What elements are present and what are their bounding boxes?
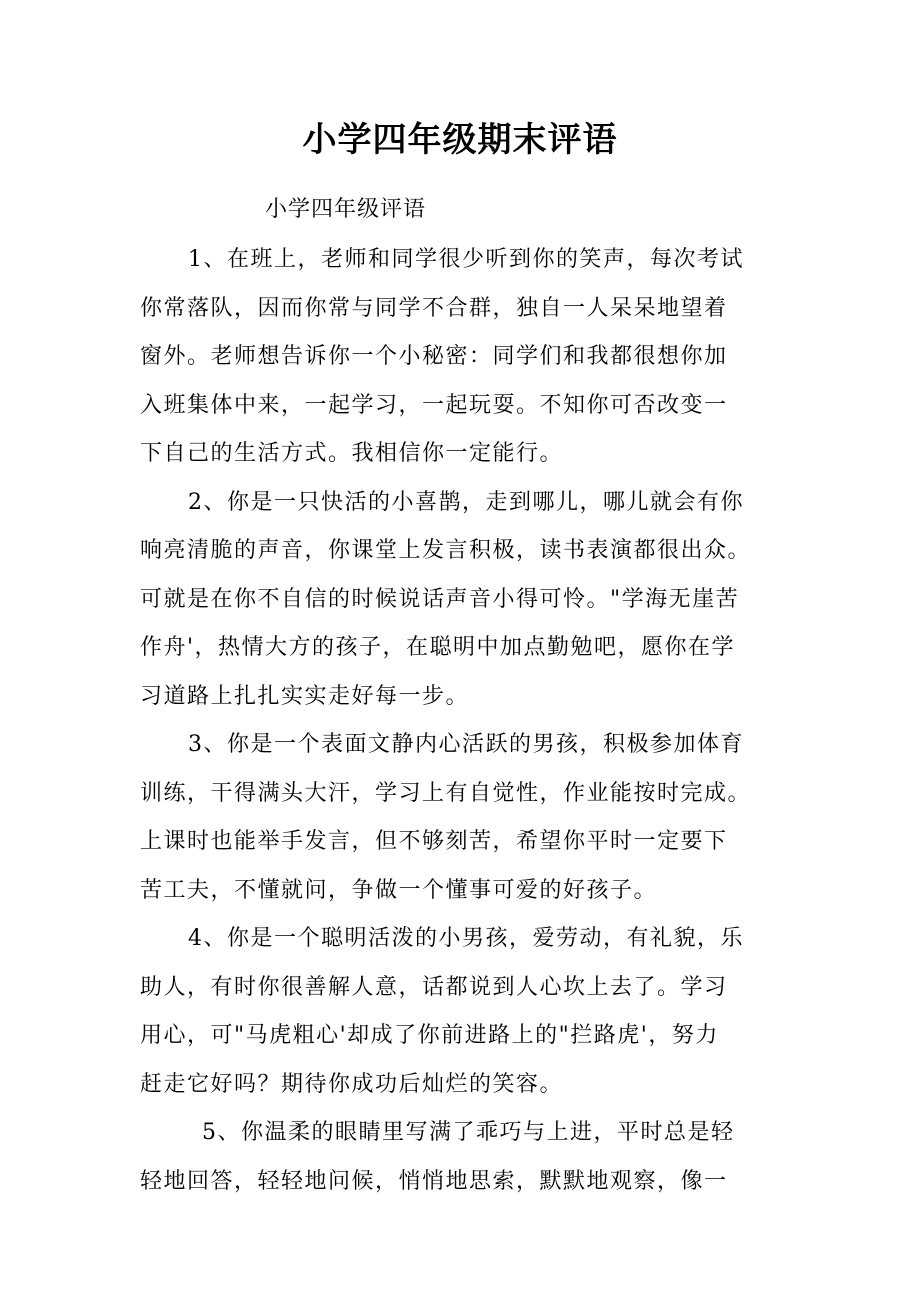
comment-list [140, 236, 780, 1206]
comment-5-line: 5、你温柔的眼睛里写满了乖巧与上进，平时总是轻 [202, 1120, 735, 1145]
comment-4-line: 赶走它好吗？期待你成功后灿烂的笑容。 [140, 1071, 564, 1097]
comment-1-line: 1、在班上，老师和同学很少听到你的笑声，每次考试 [188, 247, 744, 272]
comment-3-line: 3、你是一个表面文静内心活跃的男孩，积极参加体育 [188, 732, 744, 757]
comment-3-line: 苦工夫，不懂就问，争做一个懂事可爱的好孩子。 [140, 877, 658, 903]
comment-3-line: 训练，干得满头大汗，学习上有自觉性，作业能按时完成。 [140, 780, 752, 806]
comment-3-line: 上课时也能举手发言，但不够刻苦，希望你平时一定要下 [140, 829, 728, 854]
comment-1-line: 窗外。老师想告诉你一个小秘密：同学们和我都很想你加 [140, 344, 728, 369]
subtitle: 小学四年级评语 [265, 197, 427, 222]
comment-1-line: 下自己的生活方式。我相信你一定能行。 [140, 441, 564, 466]
comment-1-line: 入班集体中来，一起学习，一起玩耍。不知你可否改变一 [140, 392, 728, 418]
comment-5-line: 轻地回答，轻轻地问候，悄悄地思索，默默地观察，像一 [140, 1168, 728, 1194]
comment-2-line: 可就是在你不自信的时候说话声音小得可怜。"学海无崖苦 [140, 586, 740, 612]
comment-4-line: 4、你是一个聪明活泼的小男孩，爱劳动，有礼貌，乐 [188, 926, 744, 951]
comment-2-line: 响亮清脆的声音，你课堂上发言积极，读书表演都很出众。 [140, 538, 752, 563]
comment-4-line: 用心，可"马虎粗心'却成了你前进路上的"拦路虎'，努力 [140, 1023, 719, 1048]
comment-2-line: 习道路上扎扎实实走好每一步。 [140, 683, 470, 709]
comment-2-line: 作舟'，热情大方的孩子，在聪明中加点勤勉吧，愿你在学 [140, 635, 736, 660]
comment-2-line: 2、你是一只快活的小喜鹊，走到哪儿，哪儿就会有你 [188, 489, 744, 515]
page-title: 小学四年级期末评语 [302, 120, 618, 160]
comment-1-line: 你常落队，因而你常与同学不合群，独自一人呆呆地望着 [140, 295, 728, 321]
comment-4-line: 助人，有时你很善解人意，话都说到人心坎上去了。学习 [140, 974, 728, 1000]
